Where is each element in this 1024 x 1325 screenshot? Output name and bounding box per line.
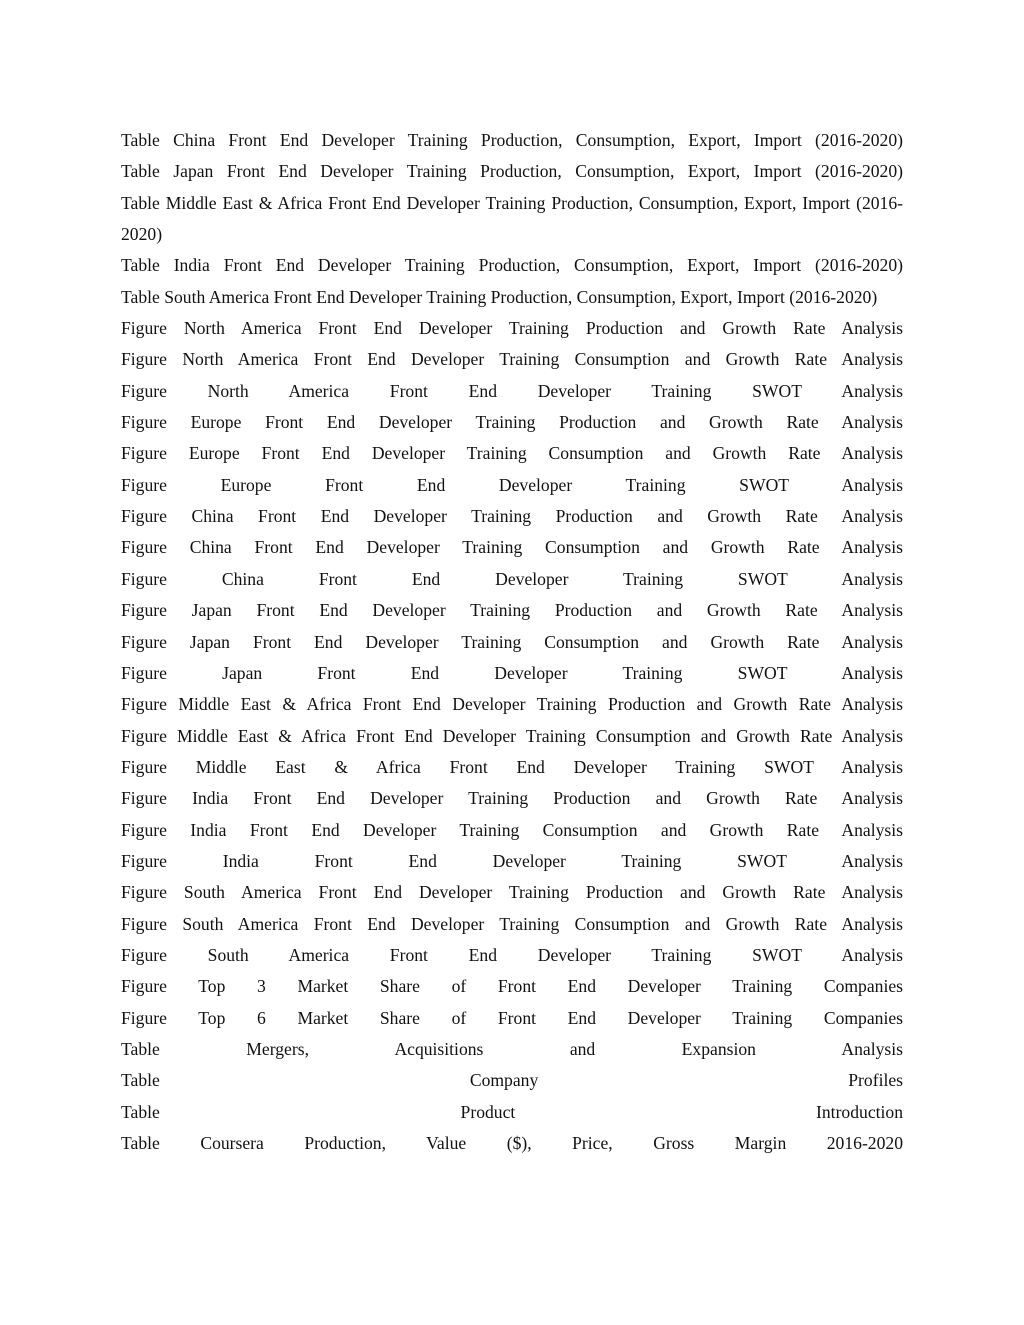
list-item: Figure South America Front End Developer Training Consumption and Growth Rate Analysis: [121, 913, 903, 934]
list-item: Figure Europe Front End Developer Training SWOT Analysis: [121, 474, 903, 495]
list-item: Figure Top 3 Market Share of Front End Developer Training Companies: [121, 976, 903, 997]
list-item: Table Product Introduction: [121, 1101, 903, 1122]
list-item: Figure Japan Front End Developer Training Production and Growth Rate Analysis: [121, 600, 903, 621]
list-item: Table Coursera Production, Value ($), Price, Gross Margin 2016-2020: [121, 1133, 903, 1153]
list-item: Table South America Front End Developer Training Production, Consumption, Export, Import (2016-2020): [121, 286, 878, 307]
list-item: Figure India Front End Developer Training Production and Growth Rate Analysis: [121, 788, 903, 809]
list-item: Figure North America Front End Developer Training Production and Growth Rate Analysis: [121, 318, 903, 339]
list-item: Figure China Front End Developer Training Production and Growth Rate Analysis: [121, 506, 903, 527]
list-item: Figure North America Front End Developer Training Consumption and Growth Rate Analysis: [121, 349, 903, 370]
list-item: Figure South America Front End Developer Training Production and Growth Rate Analysis: [121, 882, 903, 903]
list-item: Figure Japan Front End Developer Training Consumption and Growth Rate Analysis: [121, 631, 903, 652]
list-item: Figure China Front End Developer Training Consumption and Growth Rate Analysis: [121, 537, 903, 558]
list-item: Figure Middle East & Africa Front End Developer Training Production and Growth Rate Analysis: [121, 694, 903, 715]
list-item: Figure South America Front End Developer Training SWOT Analysis: [121, 944, 903, 965]
list-item: Figure China Front End Developer Training SWOT Analysis: [121, 568, 903, 589]
list-item: Figure Top 6 Market Share of Front End Developer Training Companies: [121, 1007, 903, 1028]
list-item: Figure Middle East & Africa Front End Developer Training SWOT Analysis: [121, 756, 903, 777]
document-page: [121, 125, 903, 1159]
list-item: Figure Middle East & Africa Front End Developer Training Consumption and Growth Rate Analysis: [121, 725, 903, 746]
list-item: Table Mergers, Acquisitions and Expansion Analysis: [121, 1038, 903, 1059]
list-item: Table India Front End Developer Training Production, Consumption, Export, Import (2016-2020): [121, 255, 903, 276]
list-item: Table Company Profiles: [121, 1070, 903, 1091]
list-item: Figure India Front End Developer Training Consumption and Growth Rate Analysis: [121, 819, 903, 840]
list-item: Figure Europe Front End Developer Training Consumption and Growth Rate Analysis: [121, 443, 903, 464]
list-item: Figure Japan Front End Developer Training SWOT Analysis: [121, 662, 903, 683]
list-item: Figure North America Front End Developer Training SWOT Analysis: [121, 380, 903, 401]
list-item: Figure Europe Front End Developer Training Production and Growth Rate Analysis: [121, 412, 903, 433]
list-item: Table Middle East & Africa Front End Developer Training Production, Consumption, Export, Import (2016-2020): [121, 192, 903, 245]
list-item: Figure India Front End Developer Training SWOT Analysis: [121, 850, 903, 871]
list-item: Table China Front End Developer Training Production, Consumption, Export, Import (2016-2020): [121, 130, 903, 150]
list-item: Table Japan Front End Developer Training Production, Consumption, Export, Import (2016-2020): [121, 161, 903, 182]
